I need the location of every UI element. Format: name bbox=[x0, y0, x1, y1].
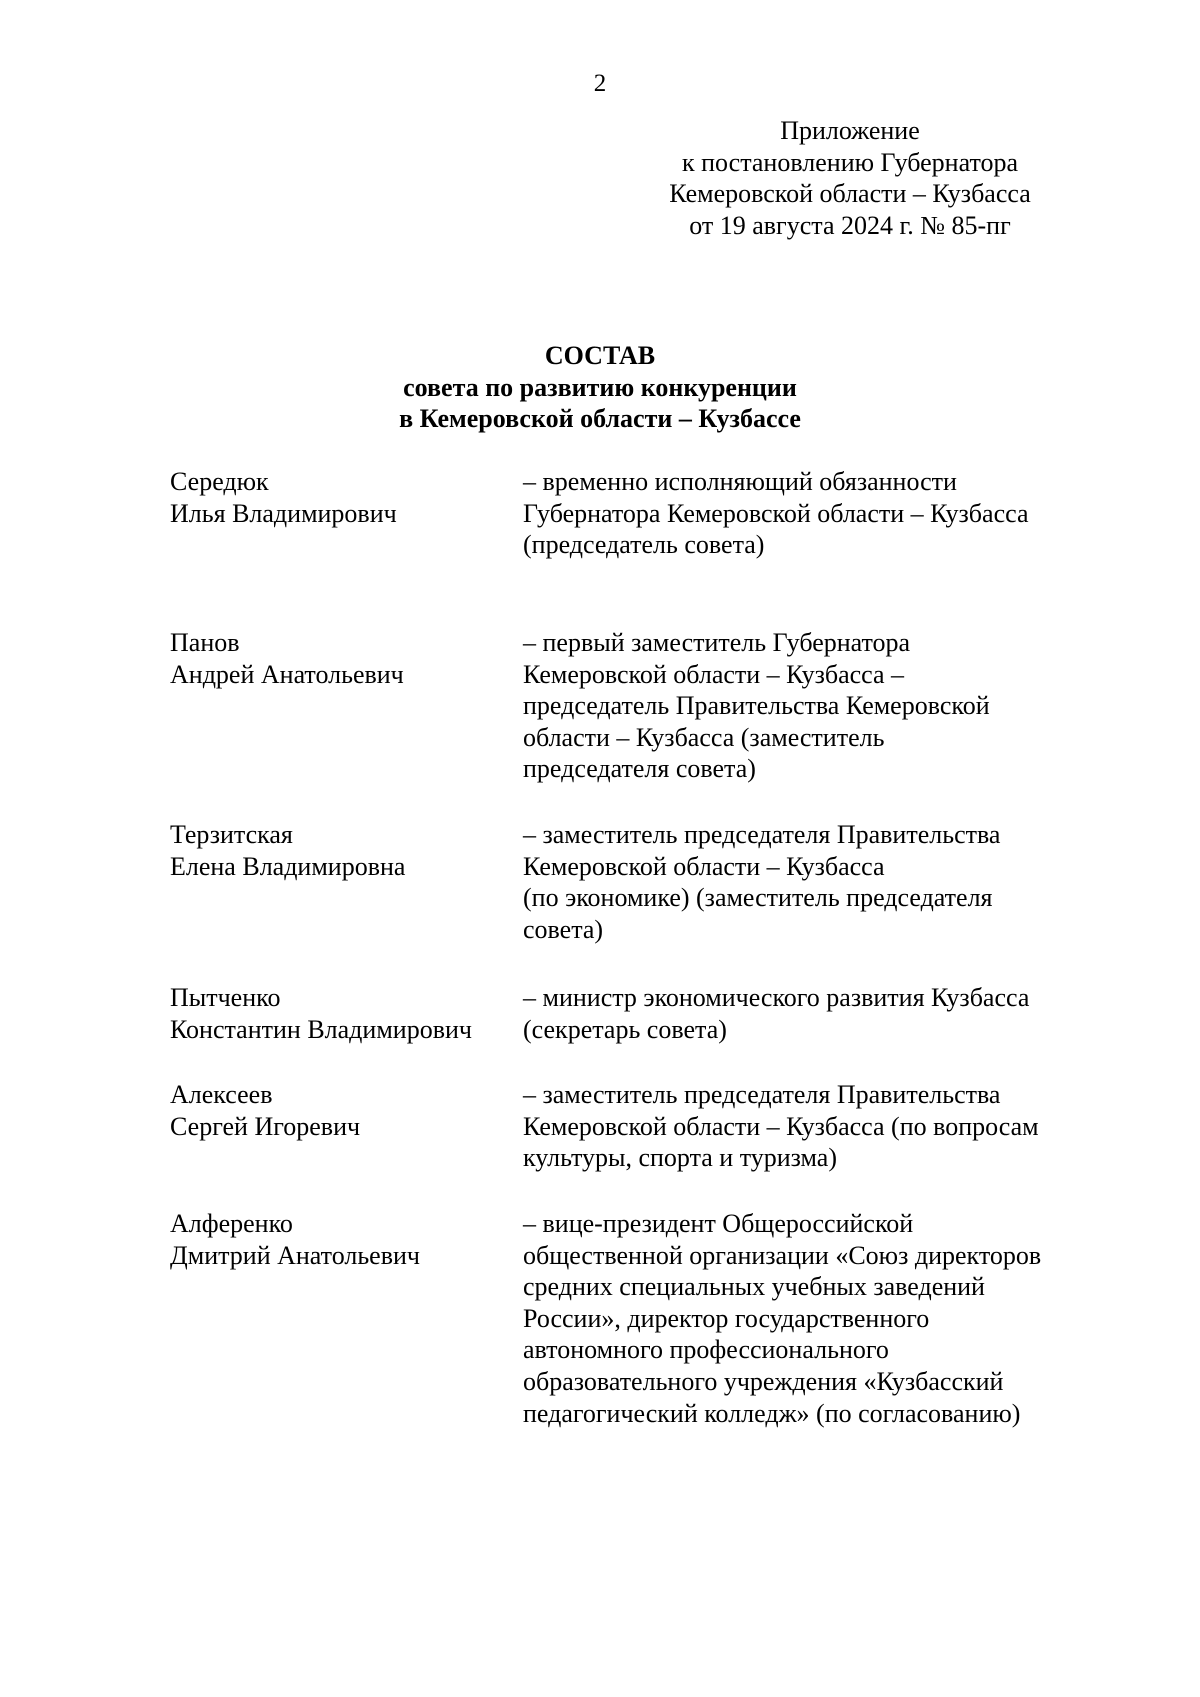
appendix-header bbox=[640, 115, 1060, 241]
role-line: (по экономике) (заместитель председателя bbox=[523, 883, 993, 913]
member-surname: Терзитская bbox=[170, 820, 293, 849]
member-role bbox=[523, 466, 1103, 561]
member-name bbox=[170, 982, 510, 1045]
role-line: – заместитель председателя Правительства bbox=[523, 820, 1001, 849]
member-given-name: Константин Владимирович bbox=[170, 1014, 472, 1044]
member-given-name: Андрей Анатольевич bbox=[170, 659, 404, 689]
member-given-name: Илья Владимирович bbox=[170, 498, 397, 528]
document-title bbox=[0, 340, 1200, 435]
member-surname: Пытченко bbox=[170, 983, 281, 1012]
role-line: председатель Правительства Кемеровской bbox=[523, 691, 990, 721]
role-line: области – Кузбасса (заместитель bbox=[523, 722, 885, 752]
page-number: 2 bbox=[593, 70, 607, 97]
appendix-line: Кемеровской области – Кузбасса bbox=[669, 179, 1031, 209]
member-name bbox=[170, 819, 510, 882]
appendix-line: к постановлению Губернатора bbox=[681, 147, 1019, 177]
role-line: автономного профессионального bbox=[523, 1335, 889, 1365]
role-line: – министр экономического развития Кузбасса bbox=[523, 983, 1030, 1012]
member-name bbox=[170, 1208, 510, 1271]
role-line: Кемеровской области – Кузбасса (по вопросам bbox=[523, 1111, 1039, 1141]
member-surname: Алференко bbox=[170, 1209, 293, 1238]
member-name bbox=[170, 1079, 510, 1142]
member-surname: Алексеев bbox=[170, 1080, 273, 1109]
member-role bbox=[523, 1208, 1103, 1429]
member-surname: Панов bbox=[170, 628, 240, 657]
title-line: совета по развитию конкуренции bbox=[403, 372, 797, 402]
member-surname: Середюк bbox=[170, 467, 269, 496]
member-role bbox=[523, 1079, 1103, 1174]
appendix-line: от 19 августа 2024 г. № 85-пг bbox=[689, 210, 1011, 240]
role-line: – вице-президент Общероссийской bbox=[523, 1209, 914, 1238]
role-line: совета) bbox=[523, 914, 604, 944]
member-given-name: Сергей Игоревич bbox=[170, 1111, 361, 1141]
member-name bbox=[170, 466, 510, 529]
member-role bbox=[523, 819, 1103, 945]
role-line: Кемеровской области – Кузбасса – bbox=[523, 659, 905, 689]
title-heading: СОСТАВ bbox=[544, 341, 656, 370]
role-line: (председатель совета) bbox=[523, 530, 765, 560]
role-line: России», директор государственного bbox=[523, 1303, 930, 1333]
role-line: Кемеровской области – Кузбасса bbox=[523, 851, 885, 881]
member-given-name: Елена Владимировна bbox=[170, 851, 406, 881]
role-line: средних специальных учебных заведений bbox=[523, 1272, 985, 1302]
role-line: образовательного учреждения «Кузбасский bbox=[523, 1366, 1004, 1396]
member-role bbox=[523, 627, 1103, 785]
role-line: (секретарь совета) bbox=[523, 1014, 727, 1044]
role-line: педагогический колледж» (по согласованию) bbox=[523, 1398, 1021, 1428]
role-line: – временно исполняющий обязанности bbox=[523, 467, 957, 496]
role-line: – заместитель председателя Правительства bbox=[523, 1080, 1001, 1109]
role-line: Губернатора Кемеровской области – Кузбасса bbox=[523, 498, 1029, 528]
appendix-line: Приложение bbox=[780, 116, 920, 145]
member-name bbox=[170, 627, 510, 690]
member-role bbox=[523, 982, 1103, 1045]
role-line: – первый заместитель Губернатора bbox=[523, 628, 911, 657]
title-line: в Кемеровской области – Кузбассе bbox=[399, 404, 801, 434]
role-line: культуры, спорта и туризма) bbox=[523, 1143, 838, 1173]
member-given-name: Дмитрий Анатольевич bbox=[170, 1240, 420, 1270]
role-line: общественной организации «Союз директоров bbox=[523, 1240, 1042, 1270]
role-line: председателя совета) bbox=[523, 754, 756, 784]
